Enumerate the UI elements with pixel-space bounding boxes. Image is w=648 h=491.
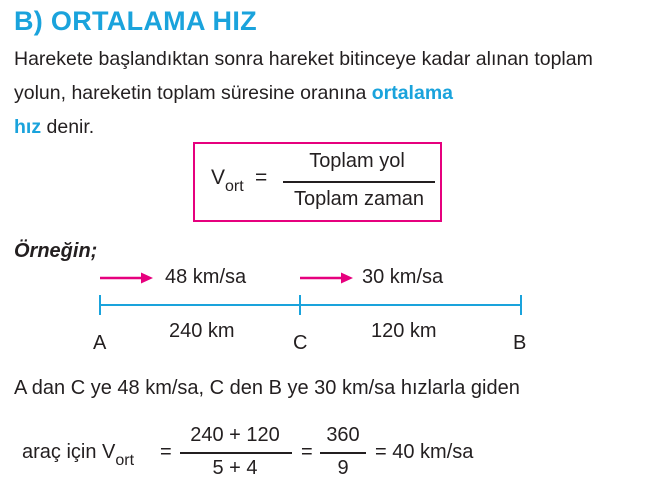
formula-v-symbol: $V_{ort}$ bbox=[211, 166, 244, 195]
calc-frac1-denominator: 5 + 4 bbox=[212, 457, 258, 479]
arrow-left bbox=[100, 273, 153, 284]
example-statement: A dan C ye 48 km/sa, C den B ye 30 km/sa hızlarla giden bbox=[14, 377, 520, 399]
point-b-label: B bbox=[513, 332, 527, 354]
calc-subscript: ort bbox=[115, 452, 135, 469]
example-label: Örneğin; bbox=[14, 240, 98, 262]
speed-left-label: 48 km/sa bbox=[165, 266, 247, 288]
calc-frac2-numerator: 360 bbox=[326, 424, 360, 446]
highlight-ortalama: ortalama bbox=[371, 82, 454, 104]
calc-equals-1: = bbox=[160, 441, 172, 463]
calc-frac1-numerator: 240 + 120 bbox=[190, 424, 280, 446]
calc-frac2-bar bbox=[320, 452, 366, 454]
distance-right-label: 120 km bbox=[371, 320, 437, 342]
section-heading: B) ORTALAMA HIZ bbox=[14, 6, 257, 36]
calc-equals-2: = bbox=[301, 441, 313, 463]
formula-denominator: Toplam zaman bbox=[293, 188, 425, 210]
arrow-right bbox=[300, 273, 353, 284]
highlight-hiz: hız bbox=[14, 116, 42, 138]
distance-left-label: 240 km bbox=[169, 320, 235, 342]
speed-right-label: 30 km/sa bbox=[362, 266, 444, 288]
calc-frac2-denominator: 9 bbox=[337, 457, 349, 479]
formula-equals: = bbox=[255, 166, 268, 189]
definition-text: Harekete başlandıktan sonra hareket bitinceye kadar alınan toplam yolun, hareketin toplam süresine oranına bbox=[14, 48, 593, 104]
formula-numerator: Toplam yol bbox=[309, 150, 405, 172]
definition-ending: denir. bbox=[41, 116, 95, 138]
point-c-label: C bbox=[293, 332, 308, 354]
point-a-label: A bbox=[93, 332, 107, 354]
formula-v-subscript: ort bbox=[225, 178, 244, 195]
calc-frac1-bar bbox=[180, 452, 292, 454]
calc-prefix: araç için $V_{ort}$ bbox=[22, 441, 135, 469]
calc-result: = 40 km/sa bbox=[375, 441, 474, 463]
